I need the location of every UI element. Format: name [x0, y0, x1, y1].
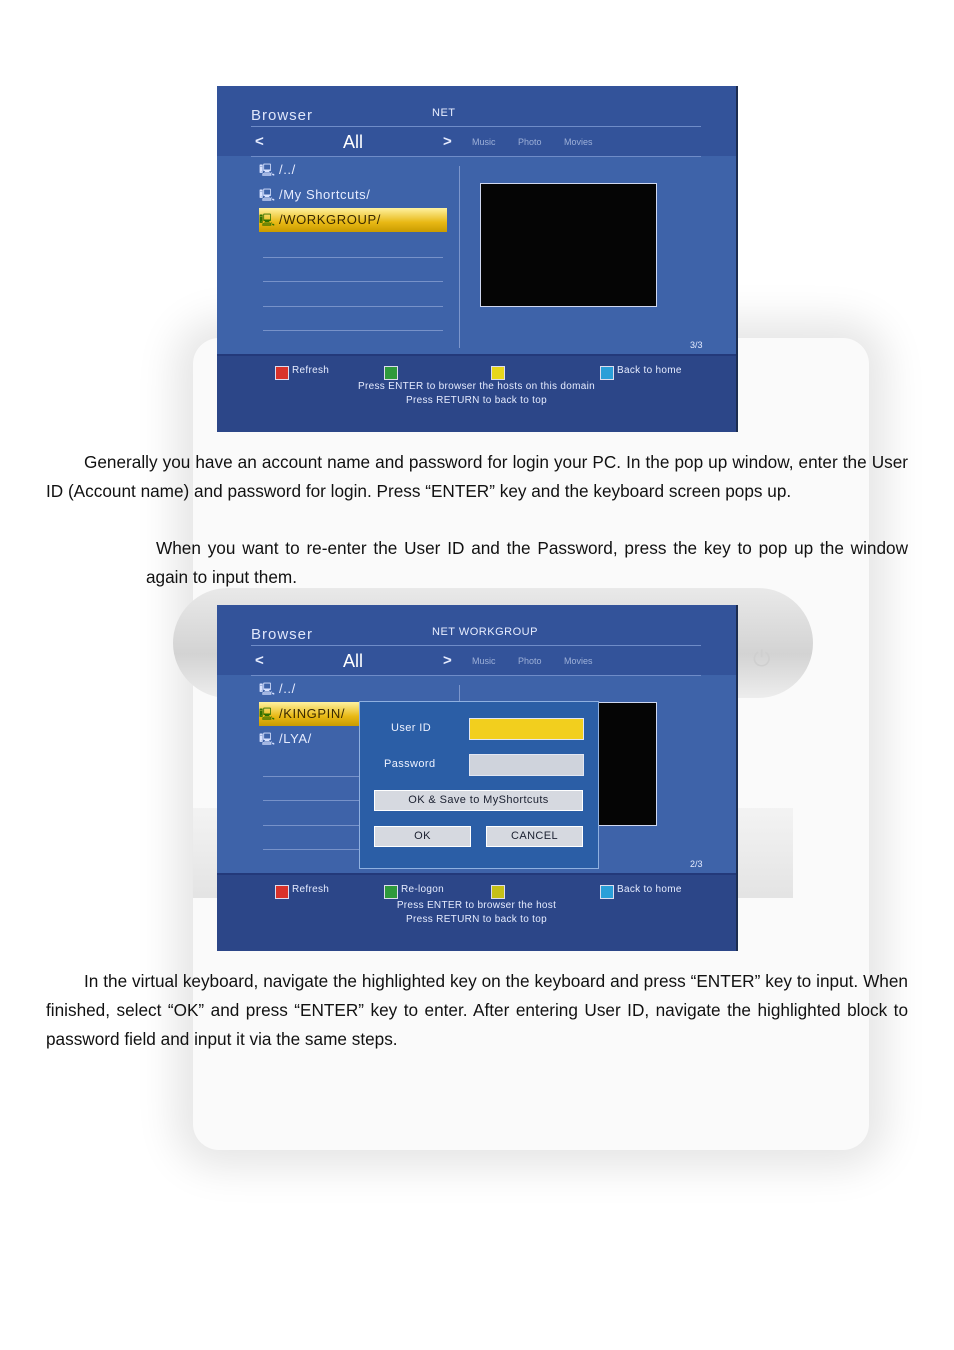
computer-icon: 🖳 — [259, 732, 276, 746]
computer-icon: 🖳 — [259, 682, 276, 696]
list-item[interactable]: 🖳 /My Shortcuts/ — [259, 183, 447, 207]
list-item-selected[interactable]: 🖳 /KINGPIN/ — [259, 702, 359, 726]
screen-title: Browser — [251, 626, 314, 643]
hint-line-1: Press ENTER to browser the host — [396, 900, 557, 911]
user-id-field[interactable] — [469, 718, 584, 740]
tab-photo[interactable]: Photo — [518, 656, 542, 666]
preview-pane — [480, 183, 657, 307]
category-label: All — [343, 132, 364, 152]
green-key-icon — [384, 885, 398, 899]
green-key-icon — [384, 366, 398, 380]
paragraph-virtual-keyboard: In the virtual keyboard, navigate the highlighted key on the keyboard and press “ENTER” key to input. When finished, select “OK” and press “ENTER” key to enter. After entering User ID, navigate the highlighted block to password field and input it via the same steps. — [46, 971, 908, 1049]
green-key-label: Re-logon — [401, 884, 444, 895]
yellow-key-icon — [491, 366, 505, 380]
login-dialog — [359, 701, 599, 869]
divider — [251, 156, 701, 157]
network-computer-icon: 🖳 — [259, 213, 276, 227]
next-category-arrow[interactable]: > — [443, 133, 452, 150]
password-label: Password — [384, 758, 436, 770]
list-item-selected[interactable]: 🖳 /WORKGROUP/ — [259, 208, 447, 232]
network-computer-icon: 🖳 — [259, 188, 276, 202]
cancel-button[interactable]: CANCEL — [486, 826, 583, 847]
page-indicator: 2/3 — [690, 859, 703, 869]
ok-save-shortcuts-button[interactable]: OK & Save to MyShortcuts — [374, 790, 583, 811]
prev-category-arrow[interactable]: < — [255, 133, 264, 150]
category-label: All — [343, 651, 364, 671]
divider — [251, 675, 701, 676]
page-indicator: 3/3 — [690, 340, 703, 350]
tab-movies[interactable]: Movies — [564, 137, 593, 147]
tab-music[interactable]: Music — [472, 137, 496, 147]
hint-line-2: Press RETURN to back to top — [406, 395, 547, 406]
tab-music[interactable]: Music — [472, 656, 496, 666]
list-item[interactable]: 🖳 /../ — [259, 677, 447, 701]
red-key-icon — [275, 366, 289, 380]
blue-key-label: Back to home — [617, 365, 682, 376]
ok-button[interactable]: OK — [374, 826, 471, 847]
screen-title: Browser — [251, 107, 314, 124]
user-id-label: User ID — [391, 722, 432, 734]
browser-screen-1 — [217, 86, 738, 432]
yellow-key-icon — [491, 885, 505, 899]
blue-key-icon — [600, 885, 614, 899]
location-label: NET WORKGROUP — [432, 626, 538, 638]
hint-line-2: Press RETURN to back to top — [406, 914, 547, 925]
prev-category-arrow[interactable]: < — [255, 652, 264, 669]
location-label: NET — [432, 107, 456, 119]
hint-line-1: Press ENTER to browser the hosts on this domain — [358, 381, 595, 392]
blue-key-label: Back to home — [617, 884, 682, 895]
red-key-label: Refresh — [292, 884, 330, 895]
paragraph-login-intro: Generally you have an account name and password for login your PC. In the pop up window, enter the User ID (Account name) and password for login. Press “ENTER” key and the keyboard screen pops up. — [46, 452, 908, 501]
computer-icon: 🖳 — [259, 707, 276, 721]
divider — [251, 645, 701, 646]
divider — [251, 126, 701, 127]
red-key-label: Refresh — [292, 365, 330, 376]
list-item[interactable]: 🖳 /../ — [259, 158, 447, 182]
red-key-icon — [275, 885, 289, 899]
password-field[interactable] — [469, 754, 584, 776]
list-item[interactable]: 🖳 /LYA/ — [259, 727, 447, 751]
next-category-arrow[interactable]: > — [443, 652, 452, 669]
paragraph-relogin: When you want to re-enter the User ID and the Password, press the key to pop up the window again to input them. — [146, 538, 908, 587]
blue-key-icon — [600, 366, 614, 380]
network-computer-icon: 🖳 — [259, 163, 276, 177]
power-icon: ⏻ — [753, 646, 771, 671]
tab-photo[interactable]: Photo — [518, 137, 542, 147]
browser-screen-2 — [217, 605, 738, 951]
tab-movies[interactable]: Movies — [564, 656, 593, 666]
